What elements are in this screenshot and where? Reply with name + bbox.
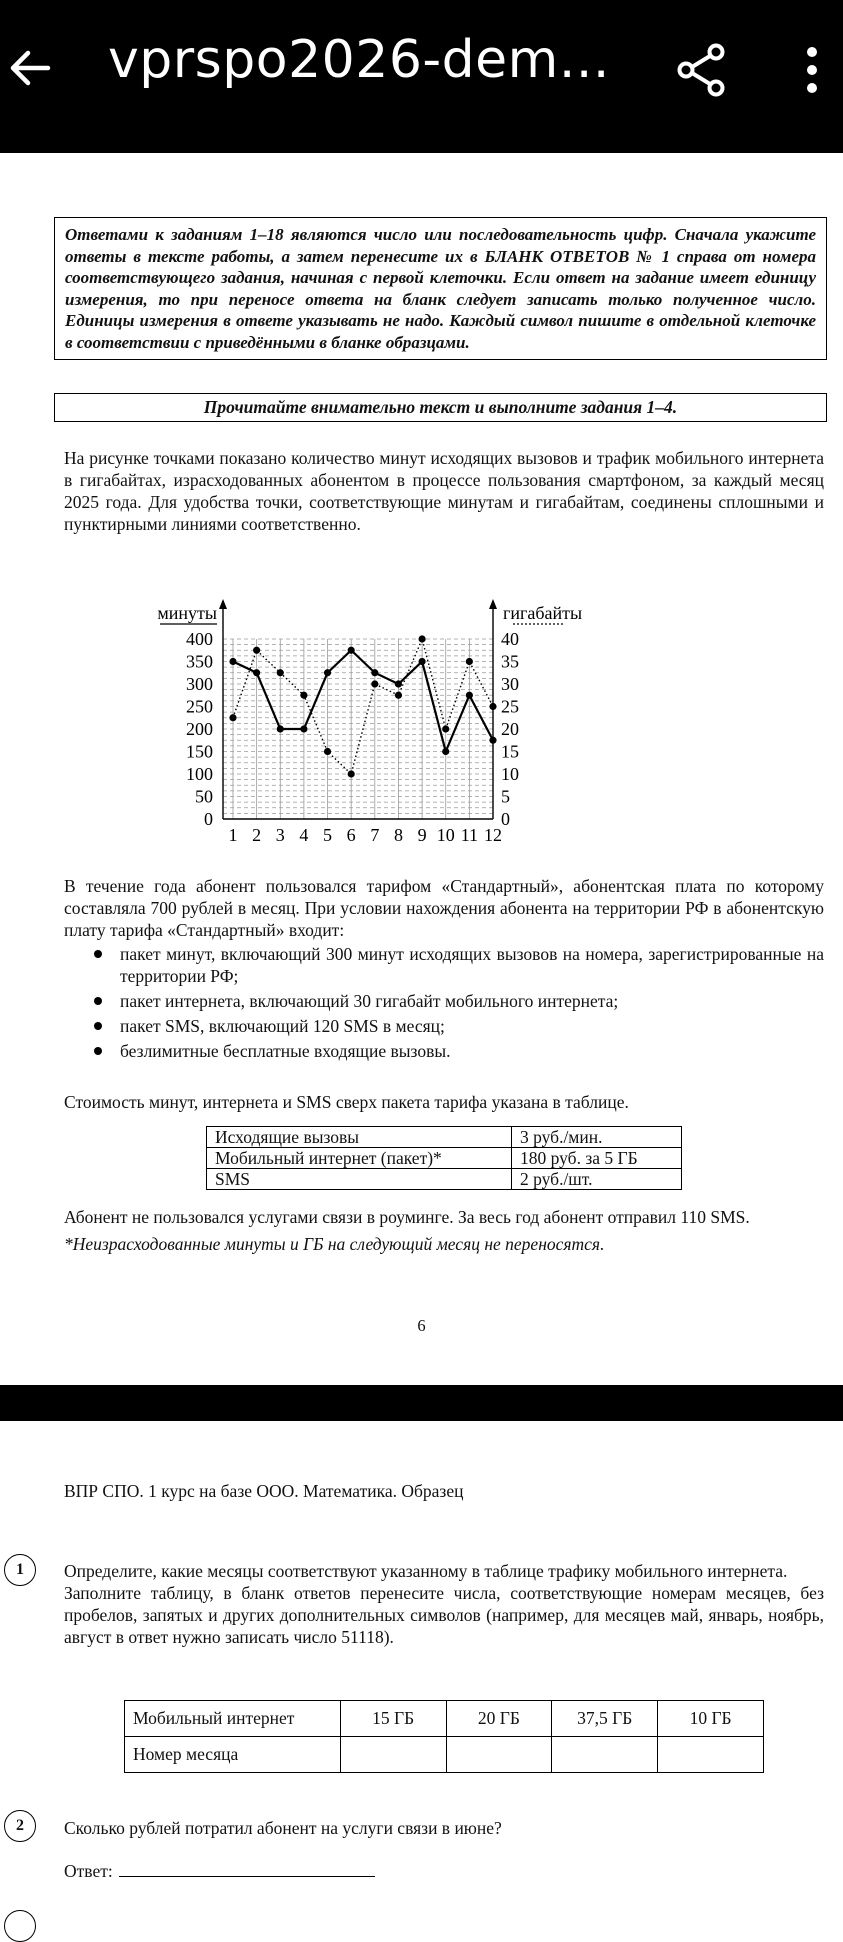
y-right-tick-label: 30 <box>501 674 519 694</box>
minutes-point <box>418 658 425 665</box>
gigabytes-point <box>466 658 473 665</box>
table-cell: Исходящие вызовы <box>207 1127 512 1148</box>
table-cell: SMS <box>207 1169 512 1190</box>
gigabytes-point <box>418 635 425 642</box>
task-2-text: Сколько рублей потратил абонент на услуги связи в июне? <box>64 1818 502 1838</box>
answers-notice: Ответами к заданиям 1–18 являются число или последовательность цифр. Сначала укажите ответы в тексте работы, а затем перенесите их в БЛАНК ОТВЕТОВ № 1 справа от номера соответствующего задания, начиная с первой клеточки. Если ответ на задание имеет единицу измерения, то при переносе ответа на бланк следует записать только полученное число. Единицы измерения в ответе указывать не надо. Каждый символ пишите в отдельной клеточке в соответствии с приведёнными в бланке образцами. <box>54 217 827 360</box>
table-row <box>207 1127 682 1148</box>
gigabytes-point <box>324 748 331 755</box>
answer-label: Ответ: <box>64 1861 113 1881</box>
task-1-instruction: Заполните таблицу, в бланк ответов перенесите числа, соответствующие номерам месяцев, без пробелов, запятых и других дополнительных символов (например, для месяцев май, январь, ноябрь, август в ответ нужно записать число 51118). <box>64 1583 824 1647</box>
page-number: 6 <box>417 1316 426 1335</box>
empty-answer-cell <box>658 1737 764 1773</box>
table-cell: 37,5 ГБ <box>552 1701 658 1737</box>
x-tick-label: 9 <box>417 825 427 845</box>
task-3-number-partial <box>4 1910 36 1942</box>
page-header: ВПР СПО. 1 курс на базе ООО. Математика. Образец <box>64 1481 464 1501</box>
tariff-includes-list <box>88 943 824 1065</box>
x-tick-label: 12 <box>484 825 502 845</box>
table-cell: Мобильный интернет (пакет)* <box>207 1148 512 1169</box>
table-cell: Номер месяца <box>125 1737 341 1773</box>
page-separator <box>0 1385 843 1421</box>
y-right-tick-label: 10 <box>501 764 519 784</box>
table-cell: 20 ГБ <box>446 1701 552 1737</box>
gigabytes-point <box>348 770 355 777</box>
left-axis-arrow <box>219 599 227 609</box>
empty-answer-cell <box>552 1737 658 1773</box>
document-title: vprspo2026-dem... <box>108 30 610 90</box>
table-cell: 10 ГБ <box>658 1701 764 1737</box>
y-right-tick-label: 0 <box>501 809 510 829</box>
y-left-tick-label: 0 <box>204 809 213 829</box>
table-cell: 180 руб. за 5 ГБ <box>512 1148 682 1169</box>
empty-answer-cell <box>340 1737 446 1773</box>
table-row <box>207 1169 682 1190</box>
gigabytes-point <box>442 725 449 732</box>
x-tick-label: 7 <box>370 825 380 845</box>
back-arrow-icon[interactable] <box>6 38 54 98</box>
y-left-tick-label: 350 <box>186 651 213 672</box>
table-cell: 2 руб./шт. <box>512 1169 682 1190</box>
x-tick-label: 3 <box>275 825 285 845</box>
cost-table <box>206 1126 682 1190</box>
minutes-point <box>277 725 284 732</box>
y-left-tick-label: 200 <box>186 719 213 739</box>
y-right-tick-label: 40 <box>501 629 519 649</box>
minutes-gigabytes-chart <box>157 549 710 845</box>
y-left-tick-label: 250 <box>186 696 213 717</box>
x-tick-label: 5 <box>323 825 333 845</box>
task-1-text <box>64 1560 824 1648</box>
document-page-6 <box>0 153 843 1385</box>
footnote: *Неизрасходованные минуты и ГБ на следующий месяц не переносятся. <box>64 1234 605 1254</box>
y-left-tick-label: 300 <box>186 674 213 694</box>
minutes-point <box>229 658 236 665</box>
task-1-number: 1 <box>4 1554 36 1586</box>
x-tick-label: 11 <box>460 825 479 845</box>
answer-line <box>64 1861 375 1882</box>
minutes-point <box>300 725 307 732</box>
x-tick-label: 1 <box>228 825 238 845</box>
y-right-tick-label: 35 <box>501 651 519 672</box>
gigabytes-point <box>253 647 260 654</box>
cost-intro: Стоимость минут, интернета и SMS сверх пакета тарифа указана в таблице. <box>64 1092 629 1112</box>
share-icon[interactable] <box>672 40 732 100</box>
gigabytes-point <box>489 703 496 710</box>
table-row <box>125 1701 764 1737</box>
right-axis-arrow <box>489 599 497 609</box>
y-right-tick-label: 15 <box>501 741 519 762</box>
gigabytes-point <box>300 692 307 699</box>
minutes-point <box>489 737 496 744</box>
y-right-tick-label: 5 <box>501 786 510 807</box>
answer-blank <box>119 1861 375 1877</box>
table-cell: Мобильный интернет <box>125 1701 341 1737</box>
list-item: пакет интернета, включающий 30 гигабайт мобильного интернета; <box>88 990 824 1012</box>
y-right-tick-label: 25 <box>501 696 519 717</box>
y-left-tick-label: 400 <box>186 629 213 649</box>
roaming-note: Абонент не пользовался услугами связи в роуминге. За весь год абонент отправил 110 SMS. <box>64 1207 750 1227</box>
left-axis-title: минуты <box>157 603 217 623</box>
right-axis-title: гигабайты <box>503 603 583 623</box>
list-item: безлимитные бесплатные входящие вызовы. <box>88 1040 824 1062</box>
minutes-point <box>253 669 260 676</box>
tariff-text: В течение года абонент пользовался тарифом «Стандартный», абонентская плата по которому составляла 700 рублей в месяц. При условии нахождения абонента на территории РФ в абонентскую плату тарифа «Стандартный» входит: <box>64 876 824 940</box>
minutes-point <box>466 692 473 699</box>
intro-text: На рисунке точками показано количество минут исходящих вызовов и трафик мобильного интернета в гигабайтах, израсходованных абонентом в процессе пользования смартфоном, за каждый месяц 2025 года. Для удобства точки, соответствующие минутам и гигабайтам, соединены сплошными и пунктирными линиями соответственно. <box>64 448 824 534</box>
task-1-question: Определите, какие месяцы соответствуют указанному в таблице трафику мобильного интернета. <box>64 1561 788 1581</box>
months-table <box>124 1700 764 1773</box>
y-left-tick-label: 100 <box>186 764 213 784</box>
read-instruction: Прочитайте внимательно текст и выполните задания 1–4. <box>54 393 827 422</box>
gigabytes-point <box>277 669 284 676</box>
task-2-number: 2 <box>4 1810 36 1842</box>
table-cell: 3 руб./мин. <box>512 1127 682 1148</box>
x-tick-label: 10 <box>436 825 455 845</box>
minutes-point <box>348 647 355 654</box>
minutes-point <box>442 748 449 755</box>
y-right-tick-label: 20 <box>501 719 519 739</box>
x-tick-label: 8 <box>393 825 403 845</box>
app-top-bar <box>0 0 843 153</box>
empty-answer-cell <box>446 1737 552 1773</box>
table-row <box>125 1737 764 1773</box>
table-cell: 15 ГБ <box>340 1701 446 1737</box>
x-tick-label: 4 <box>299 825 309 845</box>
gigabytes-point <box>395 692 402 699</box>
minutes-point <box>324 669 331 676</box>
table-row <box>207 1148 682 1169</box>
x-tick-label: 2 <box>252 825 262 845</box>
minutes-point <box>395 680 402 687</box>
document-page-7 <box>0 1421 843 1920</box>
minutes-point <box>371 669 378 676</box>
y-left-tick-label: 50 <box>195 786 213 807</box>
list-item: пакет минут, включающий 300 минут исходящих вызовов на номера, зарегистрированные на территории РФ; <box>88 943 824 987</box>
y-left-tick-label: 150 <box>186 741 213 762</box>
list-item: пакет SMS, включающий 120 SMS в месяц; <box>88 1015 824 1037</box>
gigabytes-point <box>229 714 236 721</box>
x-tick-label: 6 <box>346 825 356 845</box>
gigabytes-point <box>371 680 378 687</box>
more-vert-icon[interactable] <box>800 40 824 100</box>
